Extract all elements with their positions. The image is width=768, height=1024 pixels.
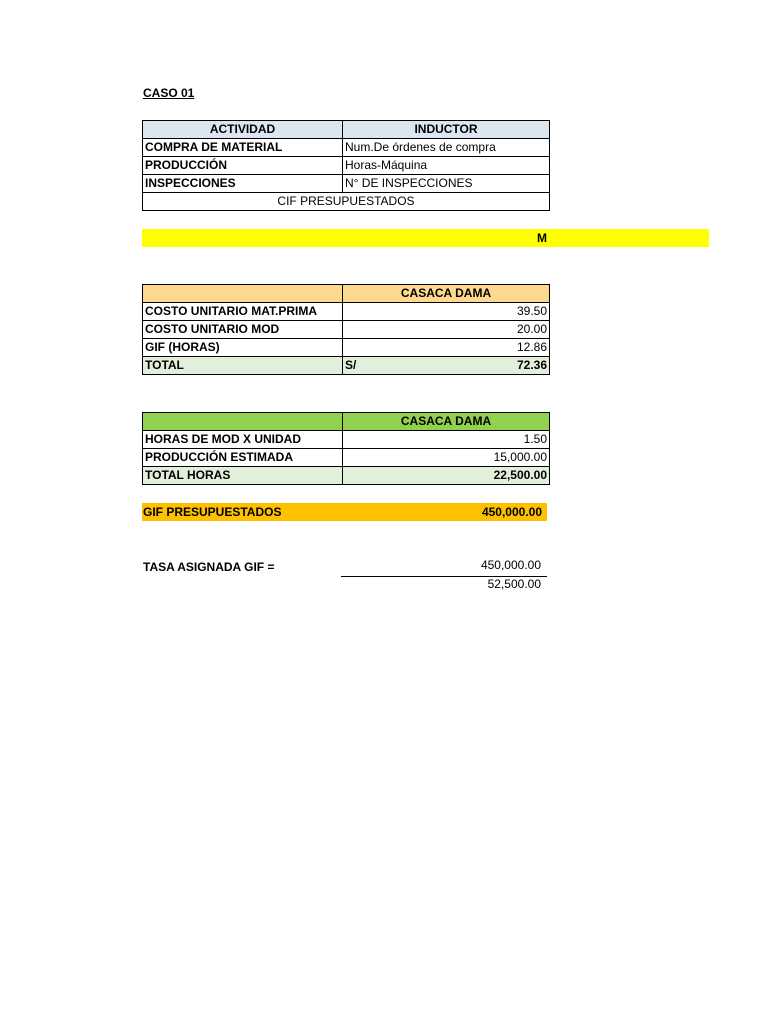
header-inductor: INDUCTOR [343,121,550,139]
yellow-bar-text: M [537,231,547,245]
cost-table [142,284,550,375]
empty-header-cell [143,285,343,303]
table-row [143,303,550,321]
gif-budget-value: 450,000.00 [481,505,542,519]
table-row [143,449,550,467]
rate-denominator: 52,500.00 [487,577,541,591]
activity-cell: PRODUCCIÓN [143,157,343,175]
hours-label: PRODUCCIÓN ESTIMADA [143,449,343,467]
table-header-row [143,285,550,303]
rate-numerator: 450,000.00 [480,558,541,572]
currency-symbol: S/ [345,358,357,372]
cost-value: 12.86 [343,339,550,357]
cost-value: 39.50 [343,303,550,321]
cost-label: COSTO UNITARIO MAT.PRIMA [143,303,343,321]
total-value: 22,500.00 [343,467,550,485]
product-header: CASACA DAMA [343,285,550,303]
activities-table [142,120,550,211]
activity-cell: COMPRA DE MATERIAL [143,139,343,157]
hours-table [142,412,550,485]
table-row [143,339,550,357]
inductor-cell: N° DE INSPECCIONES [343,175,550,193]
table-header-row [143,413,550,431]
gif-budget-bar [142,503,547,521]
table-footer-row [143,193,550,211]
header-actividad: ACTIVIDAD [143,121,343,139]
gif-budget-label: GIF PRESUPUESTADOS [143,505,282,519]
table-row [143,321,550,339]
cost-label: GIF (HORAS) [143,339,343,357]
total-row [143,467,550,485]
product-header: CASACA DAMA [343,413,550,431]
total-row [143,357,550,375]
page-title: CASO 01 [143,86,195,100]
cost-value: 20.00 [343,321,550,339]
hours-value: 1.50 [343,431,550,449]
empty-header-cell [143,413,343,431]
hours-label: HORAS DE MOD X UNIDAD [143,431,343,449]
inductor-cell: Horas-Máquina [343,157,550,175]
activity-cell: INSPECCIONES [143,175,343,193]
hours-value: 15,000.00 [343,449,550,467]
total-label: TOTAL HORAS [143,467,343,485]
cif-footer-cell: CIF PRESUPUESTADOS [143,193,550,211]
cost-label: COSTO UNITARIO MOD [143,321,343,339]
total-cell [343,357,550,375]
rate-label: TASA ASIGNADA GIF = [143,560,275,574]
total-value: 72.36 [516,358,547,372]
table-header-row [143,121,550,139]
table-row [143,139,550,157]
table-row [143,157,550,175]
inductor-cell: Num.De órdenes de compra [343,139,550,157]
table-row [143,175,550,193]
total-label: TOTAL [143,357,343,375]
yellow-highlight-bar [142,229,709,247]
table-row [143,431,550,449]
